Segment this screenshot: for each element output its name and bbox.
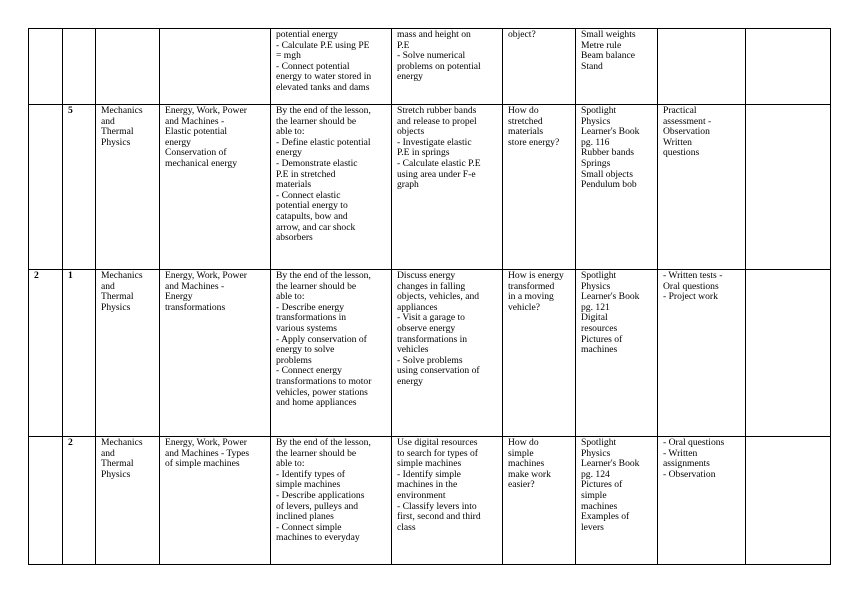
cell-line: Rubber bands xyxy=(581,147,635,159)
cell-line: of simple machines xyxy=(165,458,240,470)
assessment-cell xyxy=(658,105,746,270)
lesson-cell: 2 xyxy=(63,437,96,565)
key-inquiry-question-cell xyxy=(503,105,576,270)
table-row xyxy=(29,437,831,565)
strand-cell xyxy=(96,437,160,565)
cell-line: - Describe energy xyxy=(276,301,345,313)
cell-line: vehicle? xyxy=(508,301,540,313)
cell-line: problems xyxy=(276,354,312,366)
week-cell xyxy=(29,105,63,270)
cell-line: simple machines xyxy=(276,479,341,491)
cell-line: mechanical energy xyxy=(165,157,238,169)
cell-line: Small weights xyxy=(581,29,636,40)
cell-line: - Solve numerical xyxy=(397,50,466,62)
cell-line: By the end of the lesson, xyxy=(276,437,371,448)
cell-line: Physics xyxy=(581,280,611,292)
learning-outcomes-cell xyxy=(271,29,392,105)
cell-line: inclined planes xyxy=(276,511,334,523)
cell-line: and Machines - xyxy=(165,115,225,127)
cell-line: transformations in xyxy=(397,333,468,345)
cell-line: make work xyxy=(508,468,551,480)
remarks-cell xyxy=(746,29,831,105)
cell-line: = mgh xyxy=(276,50,301,62)
sub-strand-cell xyxy=(160,437,271,565)
cell-line: Stretch rubber bands xyxy=(397,105,477,116)
cell-line: Thermal xyxy=(101,291,134,303)
learning-experiences-cell xyxy=(392,437,503,565)
cell-line: and Machines - xyxy=(165,280,225,292)
cell-line: Energy, Work, Power xyxy=(165,105,247,116)
cell-line: pg. 121 xyxy=(581,301,610,313)
cell-line: - Written tests - xyxy=(663,270,723,281)
cell-line: - Apply conservation of xyxy=(276,333,367,345)
cell-line: machines xyxy=(581,500,618,512)
cell-line: and xyxy=(101,447,115,459)
cell-line: using area under F-e xyxy=(397,168,476,180)
key-inquiry-question-cell xyxy=(503,270,576,437)
cell-line: and xyxy=(101,115,115,127)
cell-line: object? xyxy=(508,29,536,40)
cell-line: and home appliances xyxy=(276,397,357,409)
cell-line: Mechanics xyxy=(101,105,143,116)
cell-line: - Calculate elastic P.E xyxy=(397,157,481,169)
cell-line: Learner's Book xyxy=(581,291,640,303)
cell-line: energy to water stored in xyxy=(276,71,372,83)
remarks-cell xyxy=(746,105,831,270)
cell-line: energy xyxy=(276,147,302,159)
cell-line: - Visit a garage to xyxy=(397,312,465,324)
key-inquiry-question-cell xyxy=(503,29,576,105)
cell-line: vehicles xyxy=(397,344,429,356)
cell-line: Physics xyxy=(581,115,611,127)
cell-line: assignments xyxy=(663,458,710,470)
cell-line: P.E in springs xyxy=(397,147,450,159)
cell-line: the learner should be xyxy=(276,447,357,459)
cell-line: Elastic potential xyxy=(165,126,228,138)
cell-line: - Project work xyxy=(663,291,718,303)
cell-line: environment xyxy=(397,489,446,501)
cell-line: problems on potential xyxy=(397,60,481,72)
cell-line: Discuss energy xyxy=(397,270,456,281)
cell-line: Mechanics xyxy=(101,437,143,448)
cell-line: materials xyxy=(508,126,544,138)
cell-line: Physics xyxy=(101,136,131,148)
sub-strand-cell xyxy=(160,105,271,270)
cell-line: and xyxy=(101,280,115,292)
cell-line: various systems xyxy=(276,322,338,334)
cell-line: Learner's Book xyxy=(581,458,640,470)
learning-outcomes-cell xyxy=(271,105,392,270)
cell-line: - Identify types of xyxy=(276,468,346,480)
cell-line: machines in the xyxy=(397,479,458,491)
cell-line: transformed xyxy=(508,280,555,292)
cell-line: energy xyxy=(165,136,191,148)
cell-line: Beam balance xyxy=(581,50,636,62)
assessment-cell xyxy=(658,29,746,105)
learning-resources-cell xyxy=(576,270,658,437)
cell-line: - Describe applications xyxy=(276,489,365,501)
lesson-cell: 1 xyxy=(63,270,96,437)
cell-line: of levers, pulleys and xyxy=(276,500,359,512)
cell-line: arrow, and car shock xyxy=(276,221,356,233)
cell-line: P.E xyxy=(397,39,410,51)
cell-line: assessment - xyxy=(663,115,712,127)
lesson-cell: 5 xyxy=(63,105,96,270)
cell-line: mass and height on xyxy=(397,29,471,40)
cell-line: able to: xyxy=(276,291,305,303)
cell-line: machines to everyday xyxy=(276,532,360,544)
learning-resources-cell xyxy=(576,29,658,105)
cell-line: - Solve problems xyxy=(397,354,463,366)
cell-line: energy to solve xyxy=(276,344,335,356)
cell-line: By the end of the lesson, xyxy=(276,105,371,116)
table-body xyxy=(29,29,831,565)
cell-line: - Connect potential xyxy=(276,60,350,72)
table-row xyxy=(29,105,831,270)
cell-line: Use digital resources xyxy=(397,437,478,448)
remarks-cell xyxy=(746,270,831,437)
cell-line: Pictures of xyxy=(581,333,623,345)
remarks-cell xyxy=(746,437,831,565)
cell-line: Energy xyxy=(165,291,193,303)
cell-line: easier? xyxy=(508,479,535,491)
strand-cell xyxy=(96,105,160,270)
cell-line: potential energy to xyxy=(276,200,348,212)
strand-cell xyxy=(96,29,160,105)
cell-line: Digital xyxy=(581,312,608,324)
cell-line: the learner should be xyxy=(276,115,357,127)
cell-line: Mechanics xyxy=(101,270,143,281)
cell-line: using conservation of xyxy=(397,365,480,377)
cell-line: catapults, bow and xyxy=(276,210,348,222)
cell-line: Pictures of xyxy=(581,479,623,491)
learning-experiences-cell xyxy=(392,29,503,105)
cell-line: Pendulum bob xyxy=(581,179,637,191)
cell-line: transformations in xyxy=(276,312,347,324)
cell-line: Written xyxy=(663,136,692,148)
cell-line: vehicles, power stations xyxy=(276,386,368,398)
cell-line: - Observation xyxy=(663,468,716,480)
cell-line: - Connect simple xyxy=(276,521,342,533)
cell-line: Thermal xyxy=(101,126,134,138)
cell-line: Spotlight xyxy=(581,105,617,116)
cell-line: - Connect energy xyxy=(276,365,342,377)
cell-line: appliances xyxy=(397,301,438,313)
table-row xyxy=(29,270,831,437)
cell-line: Observation xyxy=(663,126,710,138)
cell-line: and release to propel xyxy=(397,115,477,127)
cell-line: store energy? xyxy=(508,136,560,148)
cell-line: absorbers xyxy=(276,232,313,244)
cell-line: - Classify levers into xyxy=(397,500,477,512)
cell-line: changes in falling xyxy=(397,280,466,292)
cell-line: levers xyxy=(581,521,604,533)
cell-line: How is energy xyxy=(508,270,564,281)
cell-line: Spotlight xyxy=(581,270,617,281)
cell-line: elevated tanks and dams xyxy=(276,81,370,93)
cell-line: How do xyxy=(508,437,539,448)
learning-resources-cell xyxy=(576,105,658,270)
cell-line: Conservation of xyxy=(165,147,227,159)
cell-line: and Machines - Types xyxy=(165,447,250,459)
cell-line: class xyxy=(397,521,416,533)
cell-line: Metre rule xyxy=(581,39,622,51)
cell-line: simple machines xyxy=(397,458,462,470)
learning-outcomes-cell xyxy=(271,437,392,565)
cell-line: - Identify simple xyxy=(397,468,461,480)
cell-line: Physics xyxy=(101,468,131,480)
cell-line: Small objects xyxy=(581,168,633,180)
cell-line: resources xyxy=(581,322,618,334)
cell-line: graph xyxy=(397,179,419,191)
cell-line: pg. 124 xyxy=(581,468,610,480)
assessment-cell xyxy=(658,437,746,565)
week-cell xyxy=(29,29,63,105)
cell-line: energy xyxy=(397,71,423,83)
key-inquiry-question-cell xyxy=(503,437,576,565)
week-cell xyxy=(29,437,63,565)
cell-line: machines xyxy=(508,458,545,470)
cell-line: to search for types of xyxy=(397,447,478,459)
cell-line: transformations xyxy=(165,301,226,313)
cell-line: Springs xyxy=(581,157,611,169)
cell-line: Practical xyxy=(663,105,697,116)
scheme-of-work-table xyxy=(28,28,831,565)
cell-line: able to: xyxy=(276,126,305,138)
cell-line: stretched xyxy=(508,115,543,127)
cell-line: the learner should be xyxy=(276,280,357,292)
cell-line: - Connect elastic xyxy=(276,189,341,201)
cell-line: transformations to motor xyxy=(276,375,372,387)
cell-line: Spotlight xyxy=(581,437,617,448)
cell-line: Physics xyxy=(101,301,131,313)
cell-line: first, second and third xyxy=(397,511,481,523)
cell-line: Physics xyxy=(581,447,611,459)
cell-line: - Define elastic potential xyxy=(276,136,371,148)
cell-line: Energy, Work, Power xyxy=(165,437,247,448)
sub-strand-cell xyxy=(160,270,271,437)
cell-line: By the end of the lesson, xyxy=(276,270,371,281)
cell-line: pg. 116 xyxy=(581,136,610,148)
cell-line: machines xyxy=(581,344,618,356)
cell-line: P.E in stretched xyxy=(276,168,336,180)
sub-strand-cell xyxy=(160,29,271,105)
assessment-cell xyxy=(658,270,746,437)
cell-line: energy xyxy=(397,375,423,387)
cell-line: observe energy xyxy=(397,322,456,334)
learning-resources-cell xyxy=(576,437,658,565)
cell-line: - Demonstrate elastic xyxy=(276,157,358,169)
lesson-cell xyxy=(63,29,96,105)
cell-line: able to: xyxy=(276,458,305,470)
learning-experiences-cell xyxy=(392,270,503,437)
cell-line: Energy, Work, Power xyxy=(165,270,247,281)
cell-line: questions xyxy=(663,147,700,159)
cell-line: - Investigate elastic xyxy=(397,136,472,148)
table-row xyxy=(29,29,831,105)
cell-line: objects xyxy=(397,126,425,138)
cell-line: Oral questions xyxy=(663,280,719,292)
cell-line: - Oral questions xyxy=(663,437,725,448)
cell-line: simple xyxy=(581,489,607,501)
cell-line: Stand xyxy=(581,60,603,72)
cell-line: materials xyxy=(276,179,312,191)
learning-experiences-cell xyxy=(392,105,503,270)
cell-line: objects, vehicles, and xyxy=(397,291,480,303)
learning-outcomes-cell xyxy=(271,270,392,437)
cell-line: in a moving xyxy=(508,291,554,303)
cell-line: - Calculate P.E using PE xyxy=(276,39,370,51)
strand-cell xyxy=(96,270,160,437)
cell-line: How do xyxy=(508,105,539,116)
cell-line: Thermal xyxy=(101,458,134,470)
week-cell: 2 xyxy=(29,270,63,437)
cell-line: potential energy xyxy=(276,29,338,40)
cell-line: - Written xyxy=(663,447,698,459)
cell-line: simple xyxy=(508,447,534,459)
cell-line: Examples of xyxy=(581,511,630,523)
cell-line: Learner's Book xyxy=(581,126,640,138)
